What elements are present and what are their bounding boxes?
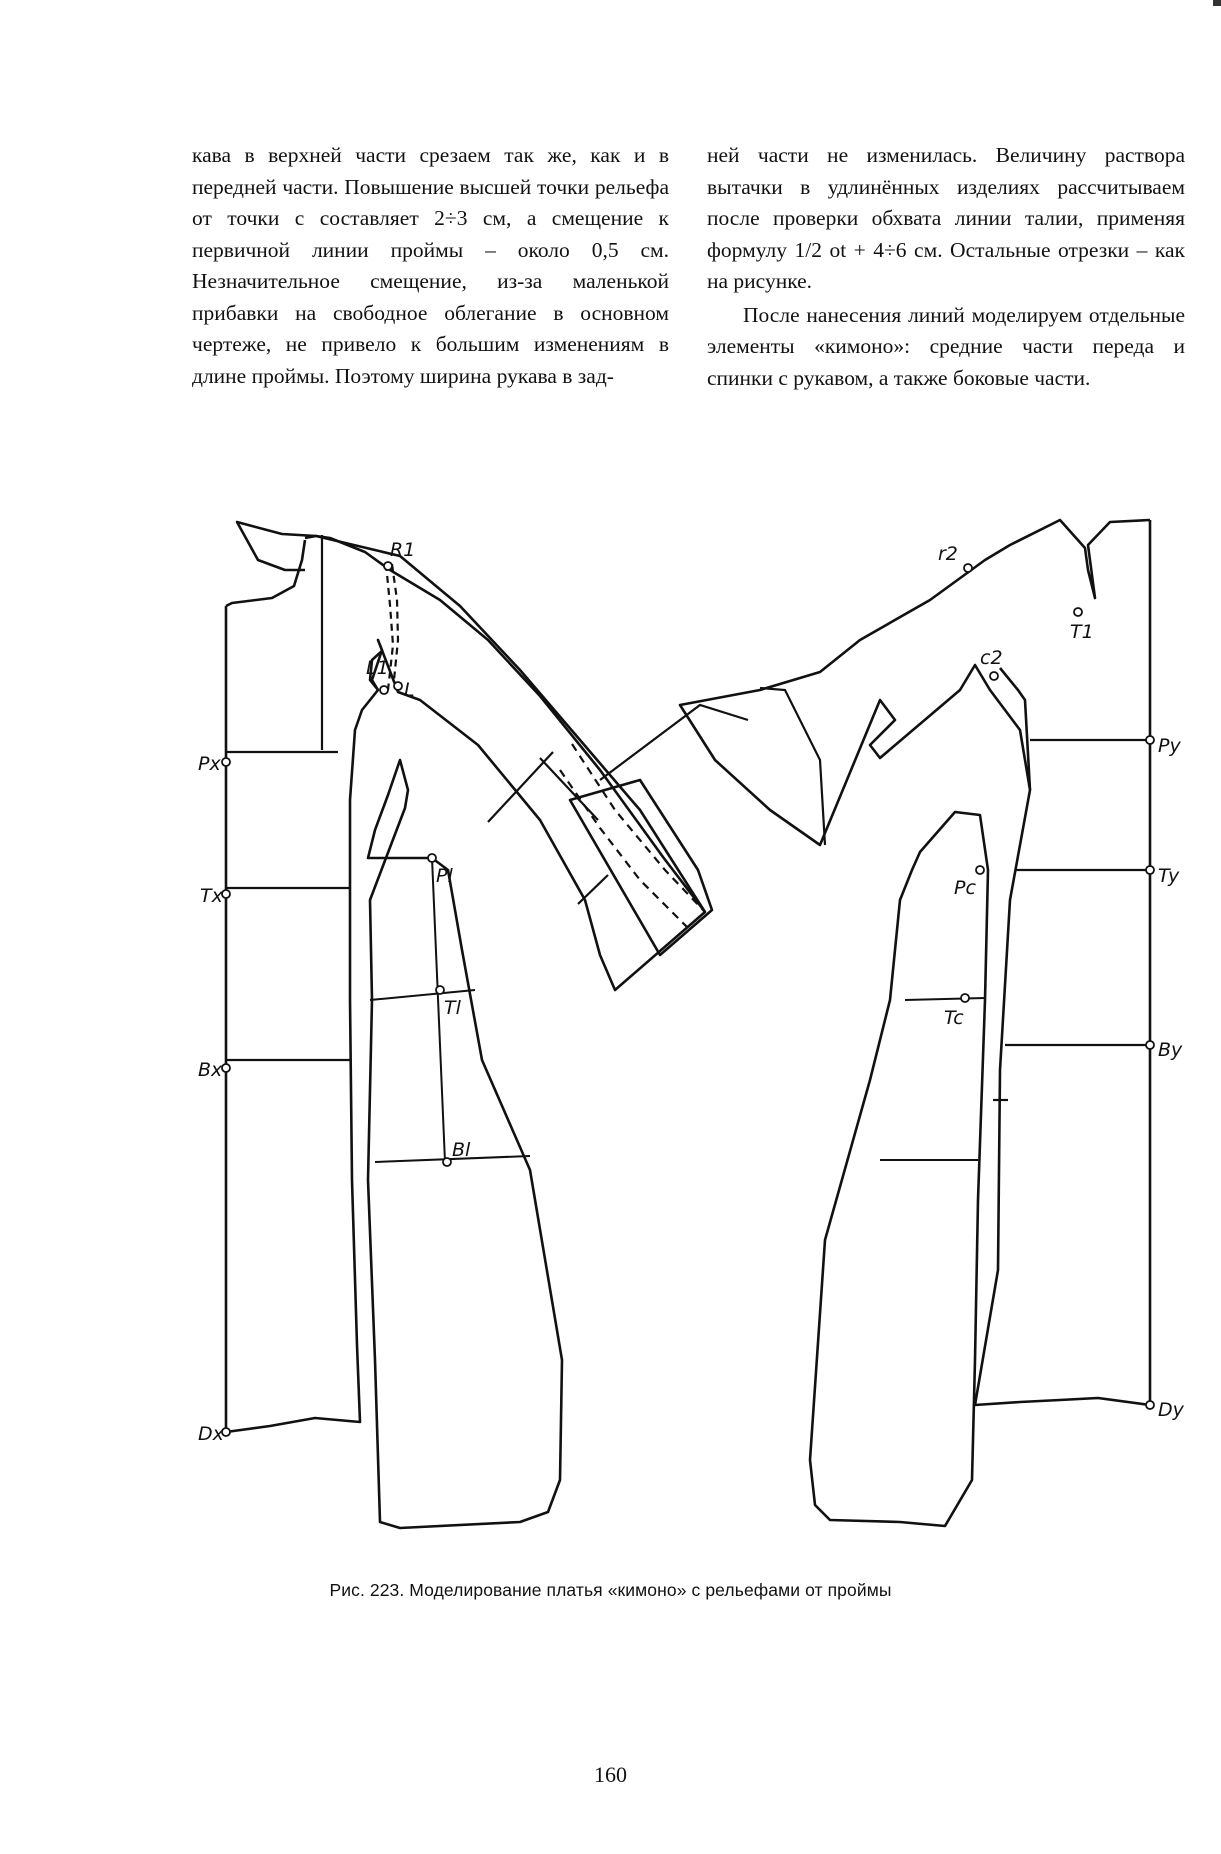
point-Tc (961, 994, 969, 1002)
label-L1: L1 (366, 657, 389, 679)
point-L1 (380, 686, 388, 694)
point-R1 (384, 562, 392, 570)
sleeve-overlay-outline (570, 780, 712, 955)
point-Bl (443, 1158, 451, 1166)
label-Pl: Pl (436, 865, 453, 887)
paragraph-right-2: После нанесения линий моделируем отдельные элементы «кимоно»: средние части переда и спинки с рукавом, а также боковые части. (707, 302, 1185, 390)
point-c2 (990, 672, 998, 680)
front-middle-piece-outline (226, 522, 705, 1432)
label-By: By (1158, 1039, 1183, 1061)
point-L (394, 682, 402, 690)
point-Px (222, 758, 230, 766)
point-Tx (222, 890, 230, 898)
back-middle-piece-outline (680, 520, 1150, 1405)
point-Dy (1146, 1401, 1154, 1409)
page-number: 160 (594, 1762, 627, 1787)
point-Tl (436, 986, 444, 994)
point-r2 (964, 564, 972, 572)
point-Py (1146, 736, 1154, 744)
label-Ty: Ty (1158, 865, 1180, 887)
point-By (1146, 1041, 1154, 1049)
label-Dy: Dy (1158, 1399, 1184, 1421)
paragraph-left: кава в верхней части срезаем так же, как и в передней части. Повышение высшей точки рельефа от точки с составляет 2÷3 см, а смещение к первичной линии проймы – около 0,5 см. Незначительное смещение, из-за маленькой прибавки на свободное облегание в основном чертеже, не привело к большим изменениям в длине проймы. Поэтому ширина рукава в зад- (192, 143, 669, 388)
point-Bx (222, 1064, 230, 1072)
label-r2: r2 (938, 543, 958, 565)
figure-caption: Рис. 223. Моделирование платья «кимоно» с рельефами от проймы (329, 1580, 892, 1600)
label-L: L (404, 679, 415, 701)
label-Px: Px (198, 753, 221, 775)
label-Tl: Tl (444, 997, 461, 1019)
paragraph-right-1: ней части не изменилась. Величину раствора вытачки в удлинённых изделиях рассчитываем после проверки обхвата линии талии, применяя формулу 1/2 ot + 4÷6 см. Остальные отрезки – как на рисунке. (707, 143, 1185, 293)
label-Tx: Tx (200, 885, 223, 907)
label-Bx: Bx (198, 1059, 223, 1081)
label-R1: R1 (390, 539, 416, 561)
label-Dx: Dx (198, 1423, 224, 1445)
back-side-piece-outline (810, 812, 988, 1526)
label-Pc: Pc (954, 877, 976, 899)
label-Py: Py (1158, 735, 1181, 757)
label-c2: c2 (980, 647, 1003, 669)
label-Bl: Bl (452, 1139, 471, 1161)
label-Tc: Tc (944, 1007, 964, 1029)
point-Ty (1146, 866, 1154, 874)
label-T1: T1 (1070, 621, 1094, 643)
point-Pc (976, 866, 984, 874)
point-T1 (1074, 608, 1082, 616)
point-Pl (428, 854, 436, 862)
